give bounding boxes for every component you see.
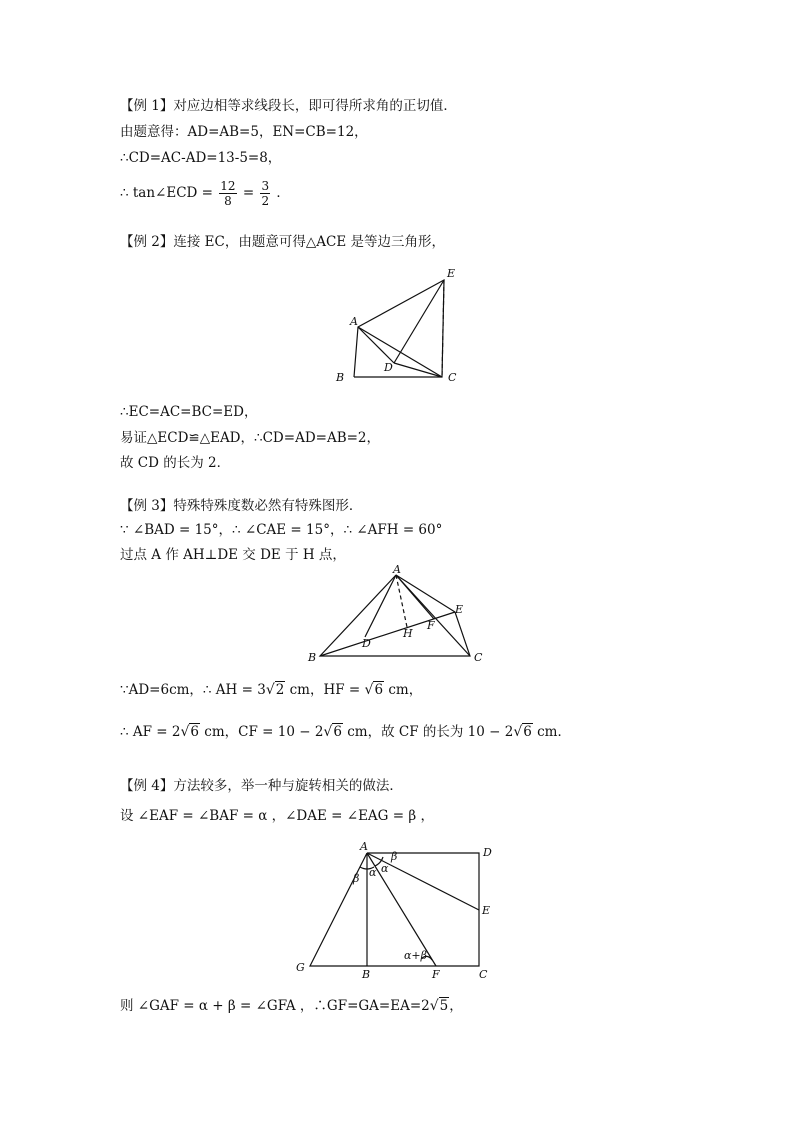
ex4-label-E: E xyxy=(482,904,491,917)
ex2-label-B: B xyxy=(336,371,345,384)
ex4-line3-b: ， xyxy=(449,998,463,1014)
sqrt-6: √6 xyxy=(364,682,384,698)
ex4-label-alpha-plus-beta: α+β xyxy=(404,949,428,962)
sqrt-2: √2 xyxy=(265,682,285,698)
ex3-label-A: A xyxy=(393,563,401,576)
ex4-figure xyxy=(290,838,510,983)
ex2-outline xyxy=(354,280,444,377)
ex1-equals: = xyxy=(242,185,255,201)
ex3-line-AD xyxy=(365,575,396,637)
ex3-line5-d: cm． xyxy=(532,724,571,740)
ex2-line-DE xyxy=(394,280,444,363)
ex2-line3: 易证△ECD≌△EAD，∴CD=AD=AB=2， xyxy=(120,430,381,446)
ex3-label-F: F xyxy=(427,619,435,632)
ex3-label-C: C xyxy=(474,651,483,664)
ex2-title: 【例 2】连接 EC，由题意可得△ACE 是等边三角形， xyxy=(120,234,445,250)
ex3-label-H: H xyxy=(403,627,413,640)
ex2-line4: 故 CD 的长为 2． xyxy=(120,455,231,471)
ex2-figure xyxy=(330,265,470,390)
ex3-line4 xyxy=(120,680,422,700)
sqrt-6: √6 xyxy=(513,724,532,740)
ex3-outline xyxy=(320,575,470,656)
ex3-label-D: D xyxy=(362,637,371,650)
ex1-title: 【例 1】对应边相等求线段长，即可得所求角的正切值． xyxy=(120,98,457,114)
ex4-label-F: F xyxy=(432,968,440,981)
ex3-figure xyxy=(305,565,505,665)
ex1-end: ． xyxy=(276,185,290,201)
ex1-fraction-1: $\frac{12}{8}$ xyxy=(220,179,236,208)
ex1-tan-prefix: ∴ tan∠ECD = xyxy=(120,185,213,201)
ex3-line3: 过点 A 作 AH⊥DE 交 DE 于 H 点， xyxy=(120,547,346,563)
ex3-line5-a: ∴ AF = 2 xyxy=(120,724,181,740)
ex4-label-B: B xyxy=(362,968,371,981)
ex3-label-B: B xyxy=(308,651,317,664)
ex3-line-AH xyxy=(396,575,407,627)
ex2-label-D: D xyxy=(384,361,393,374)
ex4-label-beta-2: β xyxy=(391,850,398,863)
ex4-label-D: D xyxy=(483,846,492,859)
ex2-label-A: A xyxy=(350,315,358,328)
ex3-line5 xyxy=(120,722,571,742)
ex4-label-A: A xyxy=(360,840,368,853)
ex3-label-E: E xyxy=(455,603,464,616)
ex2-line2: ∴EC=AC=BC=ED， xyxy=(120,404,258,420)
ex4-line3-a: 则 ∠GAF = α + β = ∠GFA ，∴GF=GA=EA=2 xyxy=(120,998,430,1014)
sqrt-6: √6 xyxy=(323,724,342,740)
ex2-label-E: E xyxy=(447,267,456,280)
ex4-label-alpha-2: α xyxy=(381,862,389,875)
ex3-title: 【例 3】特殊特殊度数必然有特殊图形． xyxy=(120,498,363,514)
ex4-line2: 设 ∠EAF = ∠BAF = α ，∠DAE = ∠EAG = β ， xyxy=(120,808,434,824)
ex4-label-beta-1: β xyxy=(353,872,360,885)
ex1-fraction-2: $\frac{3}{2}$ xyxy=(261,179,270,208)
ex3-line-AF xyxy=(396,575,434,619)
ex4-label-C: C xyxy=(479,968,488,981)
sqrt-5: √5 xyxy=(429,998,449,1014)
ex3-line4-a: ∵AD=6cm，∴ AH = 3 xyxy=(120,682,266,698)
ex4-outline xyxy=(310,853,479,966)
ex4-label-G: G xyxy=(296,961,305,974)
ex4-label-alpha-1: α xyxy=(369,866,377,879)
ex1-line3: ∴CD=AC-AD=13-5=8， xyxy=(120,150,282,166)
ex3-line4-c: cm， xyxy=(384,682,423,698)
sqrt-6: √6 xyxy=(180,724,199,740)
ex4-line3 xyxy=(120,996,463,1016)
ex3-line2: ∵ ∠BAD = 15°，∴ ∠CAE = 15°，∴ ∠AFH = 60° xyxy=(120,522,443,538)
ex4-title: 【例 4】方法较多，举一种与旋转相关的做法． xyxy=(120,778,403,794)
ex3-line5-b: cm，CF = 10 − 2 xyxy=(200,724,324,740)
ex2-line-DC xyxy=(394,363,442,377)
ex3-line4-b: cm，HF = xyxy=(285,682,361,698)
ex1-line2: 由题意得：AD=AB=5，EN=CB=12， xyxy=(120,124,368,140)
ex2-label-C: C xyxy=(448,371,457,384)
ex3-line5-c: cm，故 CF 的长为 10 − 2 xyxy=(342,724,514,740)
ex1-line4 xyxy=(120,178,290,208)
